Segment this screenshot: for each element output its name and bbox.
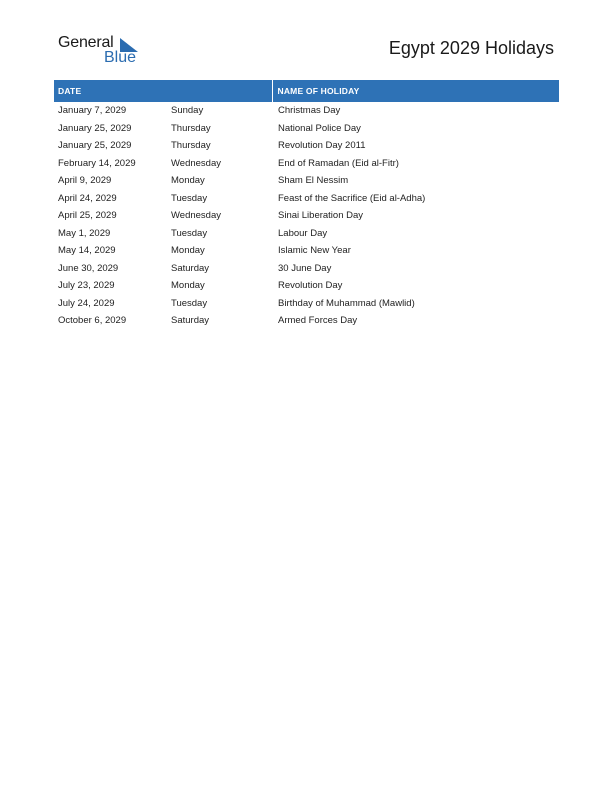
weekday-cell: Saturday xyxy=(171,315,210,327)
logo-text-blue: Blue xyxy=(104,49,137,66)
holiday-name-cell: Christmas Day xyxy=(278,105,341,117)
holiday-name-cell: Labour Day xyxy=(278,227,328,239)
weekday-cell: Saturday xyxy=(171,262,210,274)
date-cell: February 14, 2029 xyxy=(58,157,136,169)
holiday-name-cell: Armed Forces Day xyxy=(278,315,358,327)
table-row xyxy=(54,277,559,295)
weekday-cell: Sunday xyxy=(171,105,204,117)
date-cell: October 6, 2029 xyxy=(58,315,127,327)
table-header-row xyxy=(54,80,559,102)
holiday-name-cell: Islamic New Year xyxy=(278,245,351,257)
table-row xyxy=(54,155,559,173)
date-cell: January 25, 2029 xyxy=(58,122,132,134)
holiday-name-cell: Feast of the Sacrifice (Eid al-Adha) xyxy=(278,192,426,204)
holiday-name-cell: Revolution Day 2011 xyxy=(278,140,366,152)
table-row xyxy=(54,312,559,330)
page-title: Egypt 2029 Holidays xyxy=(388,38,554,58)
weekday-cell: Tuesday xyxy=(171,297,208,309)
weekday-cell: Wednesday xyxy=(171,210,221,222)
table-row xyxy=(54,120,559,138)
date-cell: January 25, 2029 xyxy=(58,140,132,152)
table-row xyxy=(54,137,559,155)
table-row xyxy=(54,225,559,243)
holiday-name-cell: 30 June Day xyxy=(278,262,332,274)
holiday-name-cell: Birthday of Muhammad (Mawlid) xyxy=(278,297,415,309)
holiday-name-cell: End of Ramadan (Eid al-Fitr) xyxy=(278,157,399,169)
weekday-cell: Wednesday xyxy=(171,157,221,169)
date-cell: May 1, 2029 xyxy=(58,227,111,239)
date-cell: April 25, 2029 xyxy=(58,210,117,222)
logo-text-general: General xyxy=(58,34,114,51)
weekday-cell: Monday xyxy=(171,280,205,292)
weekday-cell: Tuesday xyxy=(171,192,208,204)
weekday-cell: Thursday xyxy=(171,122,211,134)
table-row xyxy=(54,242,559,260)
weekday-cell: Monday xyxy=(171,245,205,257)
table-row xyxy=(54,172,559,190)
table-row xyxy=(54,207,559,225)
weekday-cell: Thursday xyxy=(171,140,211,152)
holiday-name-cell: National Police Day xyxy=(278,122,361,134)
table-row xyxy=(54,190,559,208)
generalblue-logo xyxy=(58,34,148,70)
holiday-name-cell: Sham El Nessim xyxy=(278,175,349,187)
date-cell: July 23, 2029 xyxy=(58,280,115,292)
date-cell: June 30, 2029 xyxy=(58,262,119,274)
holiday-name-cell: Sinai Liberation Day xyxy=(278,210,364,222)
table-row xyxy=(54,260,559,278)
table-row xyxy=(54,295,559,313)
date-cell: January 7, 2029 xyxy=(58,105,127,117)
weekday-cell: Tuesday xyxy=(171,227,208,239)
weekday-cell: Monday xyxy=(171,175,205,187)
date-cell: April 9, 2029 xyxy=(58,175,112,187)
header-holiday-name: NAME OF HOLIDAY xyxy=(272,80,559,102)
table-row xyxy=(54,102,559,120)
holiday-name-cell: Revolution Day xyxy=(278,280,343,292)
date-cell: April 24, 2029 xyxy=(58,192,117,204)
holiday-table xyxy=(54,80,559,330)
date-cell: July 24, 2029 xyxy=(58,297,115,309)
header-date: DATE xyxy=(54,80,272,102)
date-cell: May 14, 2029 xyxy=(58,245,116,257)
